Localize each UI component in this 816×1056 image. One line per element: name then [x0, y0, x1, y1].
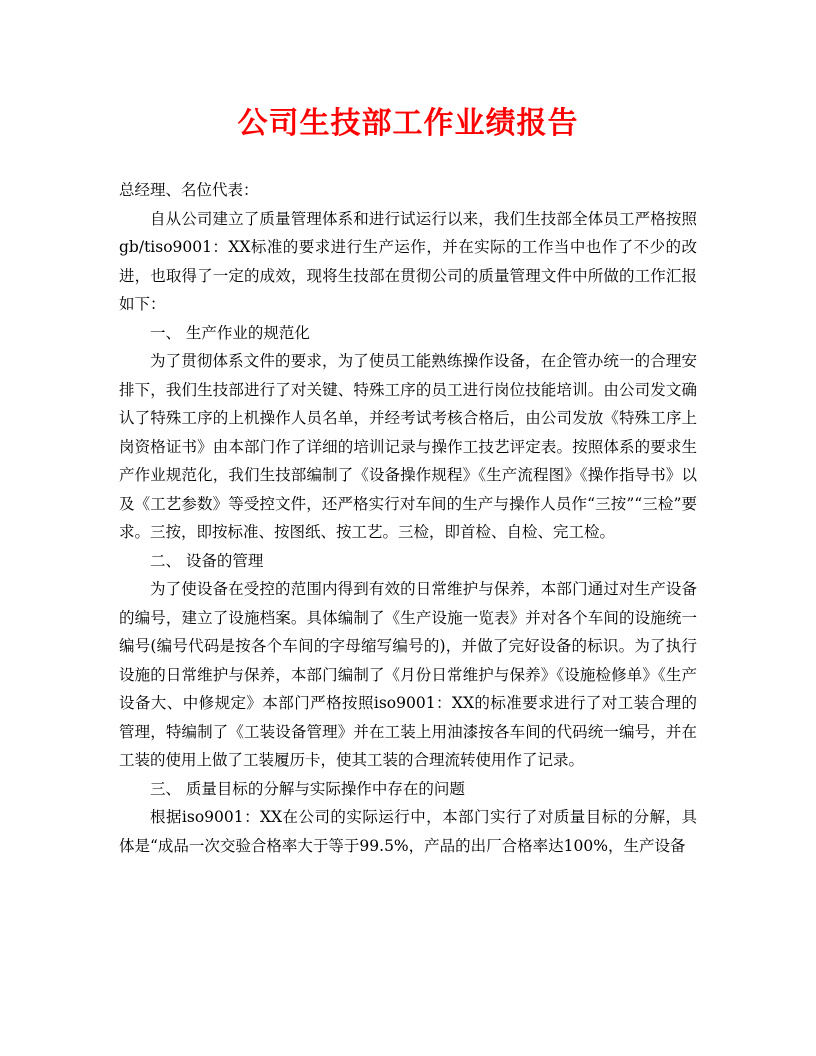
document-title: 公司生技部工作业绩报告 [237, 106, 579, 141]
intro-paragraph: 自从公司建立了质量管理体系和进行试运行以来，我们生技部全体员工严格按照gb/tiso9001：XX标准的要求进行生产运作，并在实际的工作当中也作了不少的改进，也取得了一定的成效，现将生技部在贯彻公司的质量管理文件中所做的工作汇报如下： [119, 209, 697, 313]
section-heading-1: 一、 生产作业的规范化 [150, 323, 310, 342]
section-1-paragraph: 为了贯彻体系文件的要求，为了使员工能熟练操作设备，在企管办统一的合理安排下，我们生技部进行了对关键、特殊工序的员工进行岗位技能培训。由公司发文确认了特殊工序的上机操作人员名单，并经考试考核合格后，由公司发放《特殊工序上岗资格证书》由本部门作了详细的培训记录与操作工技艺评定表。按照体系的要求生产作业规范化，我们生技部编制了《设备操作规程》《生产流程图》《操作指导书》以及《工艺参数》等受控文件，还严格实行对车间的生产与操作人员作“三按”“三检”要求。三按，即按标准、按图纸、按工艺。三检，即首检、自检、完工检。 [119, 352, 697, 541]
salutation: 总经理、名位代表： [119, 181, 259, 199]
section-heading-3: 三、 质量目标的分解与实际操作中存在的问题 [150, 779, 465, 798]
section-3-paragraph: 根据iso9001：XX在公司的实际运行中，本部门实行了对质量目标的分解，具体是“成品一次交验合格率大于等于99.5%，产品的出厂合格率达100%，生产设备 [119, 808, 697, 855]
section-2-paragraph: 为了使设备在受控的范围内得到有效的日常维护与保养，本部门通过对生产设备的编号，建立了设施档案。具体编制了《生产设施一览表》并对各个车间的设施统一编号(编号代码是按各个车间的字母缩写编号的)，并做了完好设备的标识。为了执行设施的日常维护与保养，本部门编制了《月份日常维护与保养》《设施检修单》《生产设备大、中修规定》本部门严格按照iso9001：XX的标准要求进行了对工装合理的管理，特编制了《工装设备管理》并在工装上用油漆按各车间的代码统一编号，并在工装的使用上做了工装履历卡，使其工装的合理流转使用作了记录。 [119, 580, 697, 769]
document-body [119, 176, 697, 860]
section-heading-2: 二、 设备的管理 [150, 551, 264, 570]
